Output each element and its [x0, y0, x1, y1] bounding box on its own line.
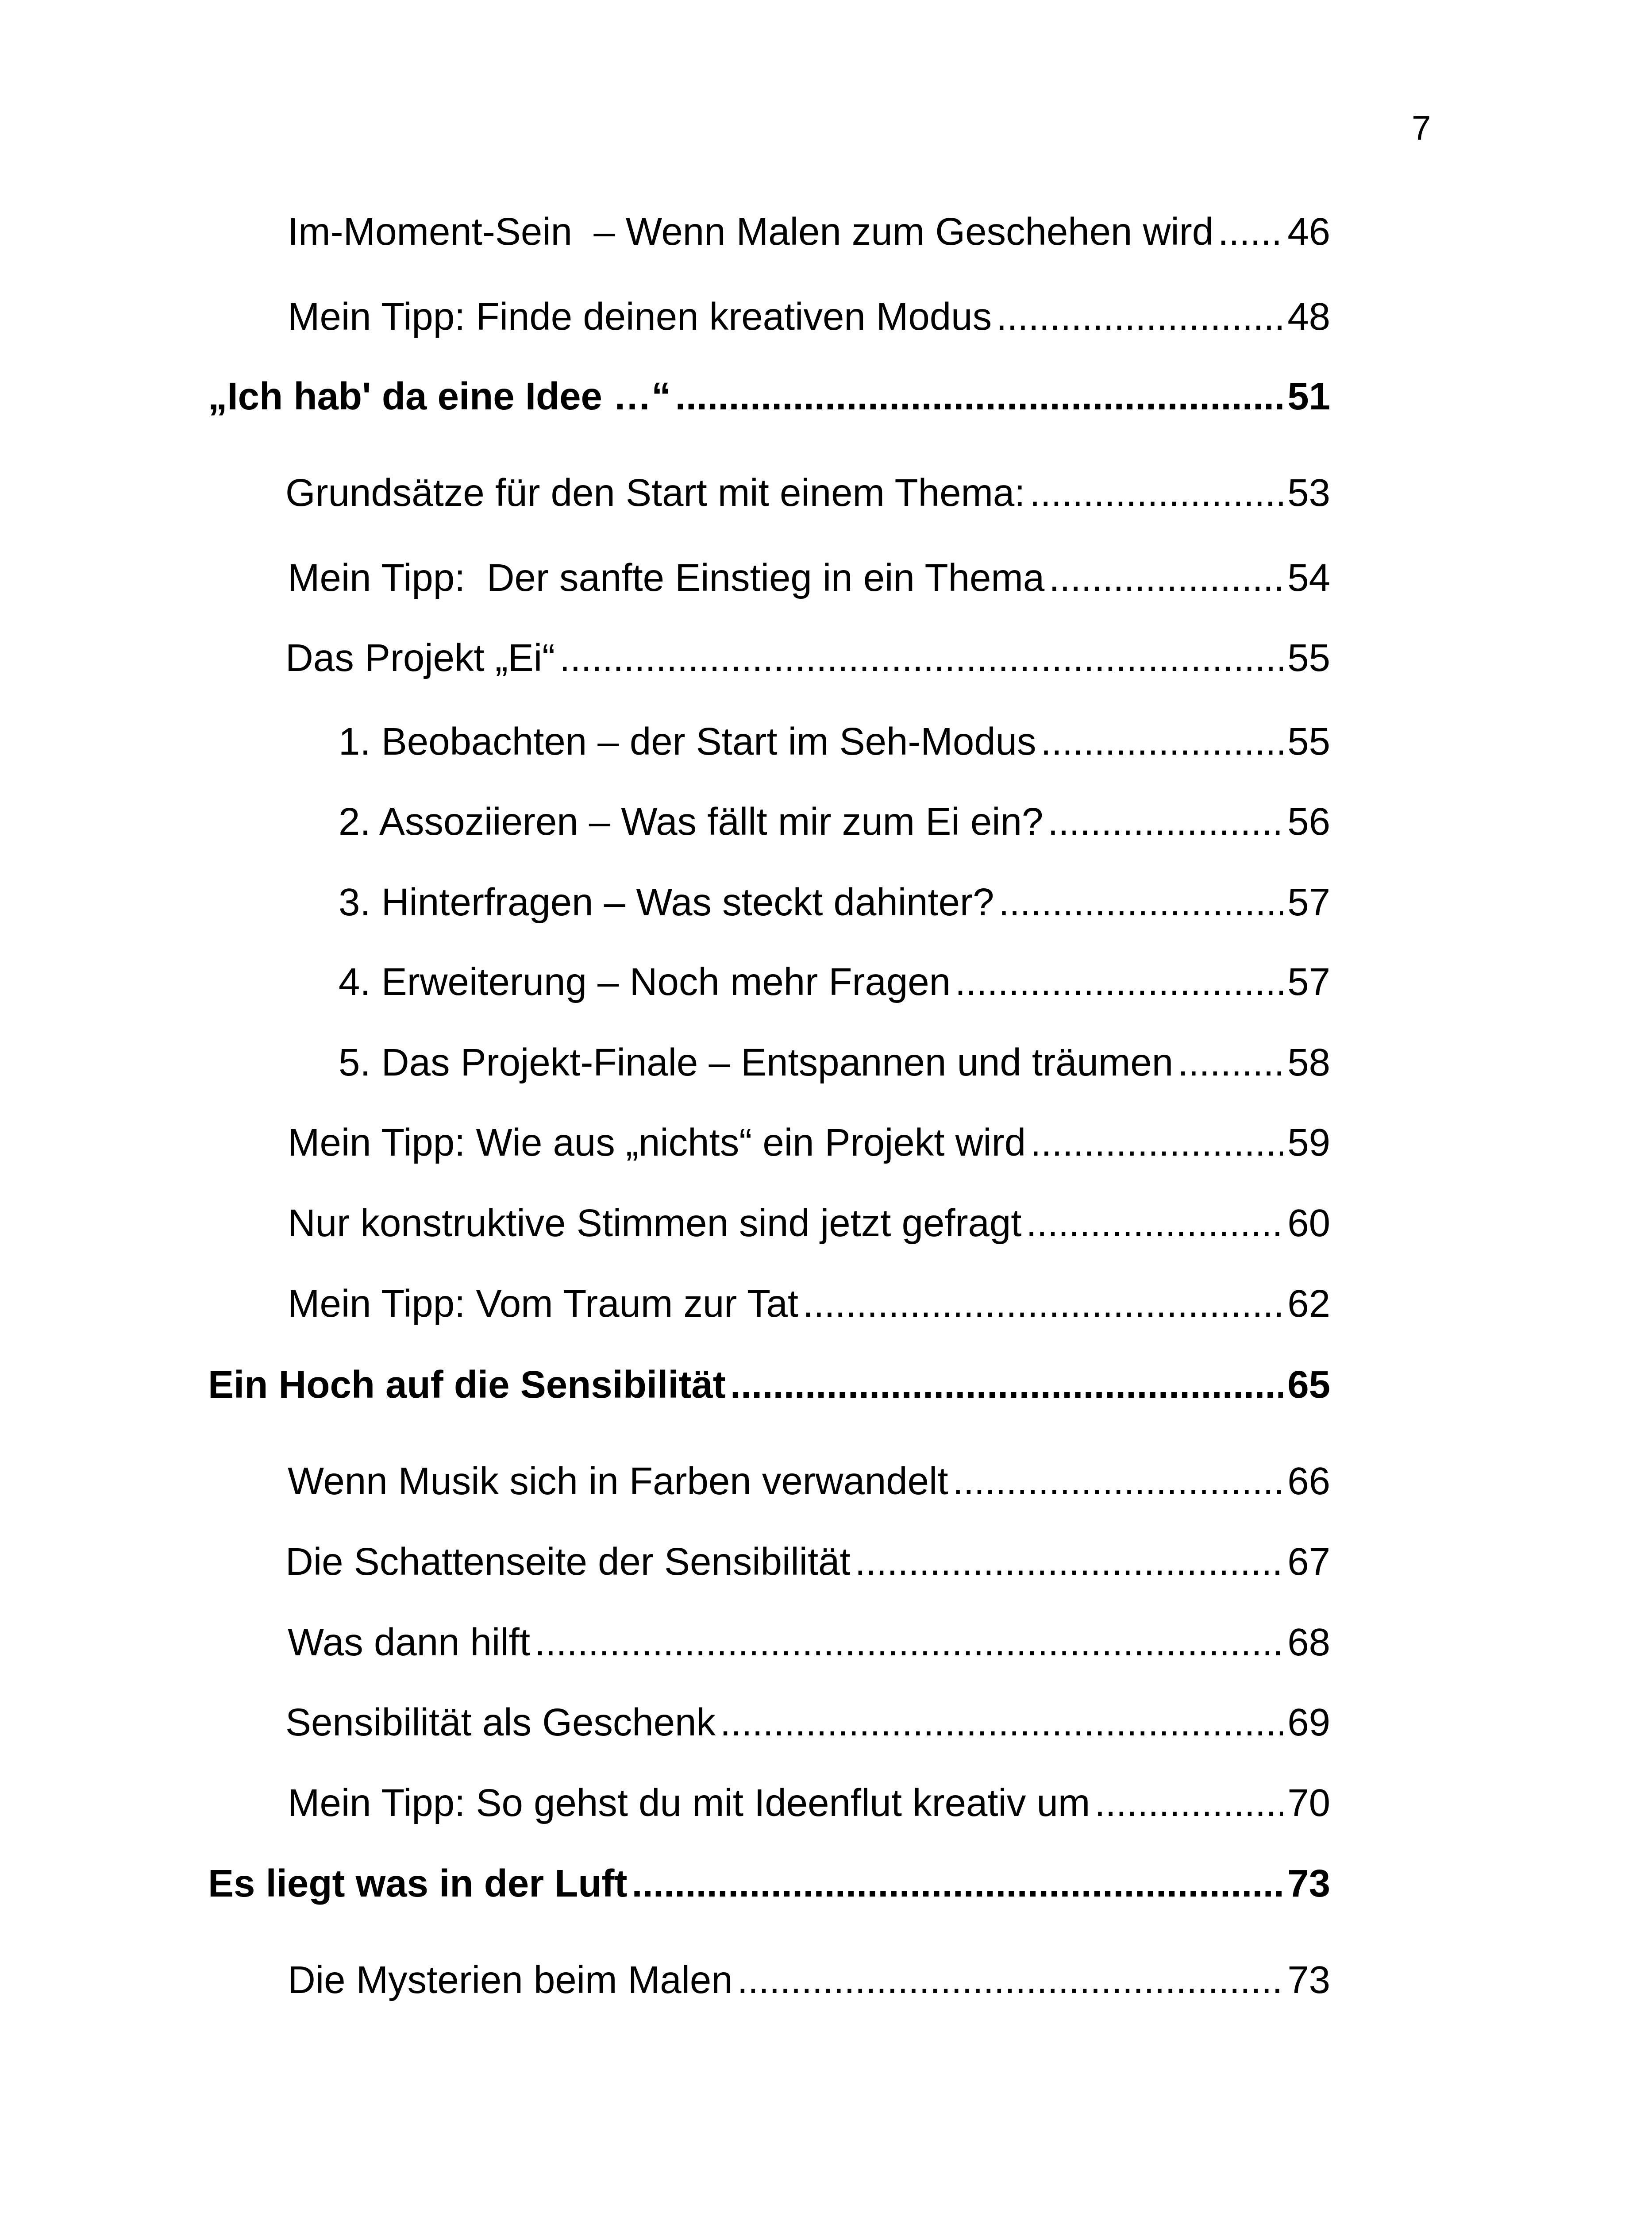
- toc-entry-page: 73: [1287, 1862, 1330, 1905]
- toc-entry-page: 60: [1287, 1202, 1330, 1245]
- toc-entry[interactable]: [288, 556, 1330, 603]
- toc-chapter-entry[interactable]: [208, 377, 1330, 421]
- toc-entry-page: 59: [1287, 1121, 1330, 1164]
- toc-entry-page: 65: [1287, 1363, 1330, 1406]
- toc-entry-page: 56: [1287, 800, 1330, 843]
- dot-leader: [803, 1284, 1283, 1323]
- toc-entry[interactable]: [285, 471, 1330, 518]
- toc-entry-page: 54: [1287, 556, 1330, 599]
- dot-leader: [737, 1961, 1283, 1999]
- toc-entry-title: Das Projekt „Ei“: [285, 636, 555, 679]
- toc-entry-title: „Ich hab' da eine Idee …“: [208, 375, 671, 418]
- toc-entry-title: Was dann hilft: [288, 1621, 531, 1664]
- toc-subentry[interactable]: [339, 960, 1330, 1007]
- dot-leader: [1178, 1043, 1283, 1082]
- toc-entry-title: 1. Beobachten – der Start im Seh-Modus: [339, 720, 1036, 763]
- toc-entry-page: 62: [1287, 1282, 1330, 1325]
- dot-leader: [855, 1542, 1283, 1581]
- toc-entry[interactable]: [288, 212, 1330, 257]
- toc-entry-title: Mein Tipp: Vom Traum zur Tat: [288, 1282, 799, 1325]
- toc-entry-title: Die Schattenseite der Sensibilität: [285, 1540, 851, 1583]
- dot-leader: [1094, 1784, 1283, 1822]
- toc-entry[interactable]: [285, 636, 1330, 683]
- toc-entry-title: Mein Tipp: Finde deinen kreativen Modus: [288, 295, 992, 338]
- dot-leader: [559, 639, 1283, 677]
- dot-leader: [535, 1623, 1283, 1662]
- dot-leader: [675, 377, 1283, 416]
- dot-leader: [1041, 722, 1283, 761]
- dot-leader: [955, 963, 1283, 1001]
- toc-entry[interactable]: [288, 1204, 1330, 1248]
- dot-leader: [632, 1864, 1283, 1903]
- toc-entry-page: 53: [1287, 471, 1330, 514]
- toc-entry-title: Wenn Musik sich in Farben verwandelt: [288, 1460, 948, 1503]
- toc-entry[interactable]: [288, 1623, 1330, 1667]
- toc-entry-title: Ein Hoch auf die Sensibilität: [208, 1363, 726, 1406]
- toc-entry-page: 70: [1287, 1781, 1330, 1824]
- toc-subentry[interactable]: [339, 1043, 1330, 1087]
- toc-entry-title: Die Mysterien beim Malen: [288, 1959, 733, 2001]
- toc-entry-page: 55: [1287, 636, 1330, 679]
- toc-entry-title: 5. Das Projekt-Finale – Entspannen und träumen: [339, 1041, 1174, 1084]
- dot-leader: [953, 1462, 1283, 1500]
- dot-leader: [1026, 1204, 1283, 1242]
- dot-leader: [720, 1703, 1283, 1742]
- toc-entry-title: Mein Tipp: Wie aus „nichts“ ein Projekt wird: [288, 1121, 1026, 1164]
- toc-entry-title: Mein Tipp: Der sanfte Einstieg in ein Thema: [288, 556, 1045, 599]
- toc-entry-title: 3. Hinterfragen – Was steckt dahinter?: [339, 881, 994, 924]
- toc-subentry[interactable]: [339, 722, 1330, 767]
- toc-entry-page: 68: [1287, 1621, 1330, 1664]
- toc-entry-title: 2. Assoziieren – Was fällt mir zum Ei ein?: [339, 800, 1044, 843]
- toc-chapter-entry[interactable]: [208, 1365, 1330, 1410]
- toc-entry-page: 66: [1287, 1460, 1330, 1503]
- toc-entry-page: 69: [1287, 1701, 1330, 1744]
- toc-subentry[interactable]: [339, 802, 1330, 847]
- toc-entry-page: 48: [1287, 295, 1330, 338]
- toc-entry-title: 4. Erweiterung – Noch mehr Fragen: [339, 960, 951, 1003]
- toc-entry[interactable]: [288, 297, 1330, 342]
- toc-entry-page: 57: [1287, 881, 1330, 924]
- dot-leader: [1218, 212, 1283, 251]
- toc-entry-title: Grundsätze für den Start mit einem Thema:: [285, 471, 1025, 514]
- toc-entry-page: 58: [1287, 1041, 1330, 1084]
- toc-subentry[interactable]: [339, 883, 1330, 927]
- toc-entry-page: 55: [1287, 720, 1330, 763]
- toc-entry[interactable]: [285, 1703, 1330, 1747]
- dot-leader: [1029, 474, 1283, 512]
- dot-leader: [1047, 802, 1283, 841]
- toc-entry-page: 51: [1287, 375, 1330, 418]
- toc-entry[interactable]: [288, 1284, 1330, 1329]
- toc-entry[interactable]: [288, 1961, 1330, 2005]
- toc-entry-page: 57: [1287, 960, 1330, 1003]
- toc-entry[interactable]: [288, 1781, 1330, 1828]
- toc-entry[interactable]: [285, 1542, 1330, 1587]
- toc-entry[interactable]: [288, 1462, 1330, 1506]
- dot-leader: [1030, 1123, 1283, 1162]
- page-number: 7: [1412, 108, 1431, 147]
- toc-entry-page: 46: [1287, 210, 1330, 253]
- dot-leader: [730, 1365, 1283, 1404]
- toc-chapter-entry[interactable]: [208, 1864, 1330, 1908]
- dot-leader: [998, 883, 1283, 921]
- toc-entry-page: 67: [1287, 1540, 1330, 1583]
- toc-entry-page: 73: [1287, 1959, 1330, 2001]
- toc-entry-title: Es liegt was in der Luft: [208, 1862, 628, 1905]
- toc-entry-title: Im-Moment-Sein – Wenn Malen zum Geschehen wird: [288, 210, 1214, 253]
- dot-leader: [1049, 559, 1283, 597]
- toc-entry-title: Mein Tipp: So gehst du mit Ideenflut kreativ um: [288, 1781, 1090, 1824]
- dot-leader: [996, 297, 1283, 336]
- toc-entry-title: Nur konstruktive Stimmen sind jetzt gefragt: [288, 1202, 1022, 1245]
- toc-entry-title: Sensibilität als Geschenk: [285, 1701, 716, 1744]
- toc-entry[interactable]: [288, 1123, 1330, 1168]
